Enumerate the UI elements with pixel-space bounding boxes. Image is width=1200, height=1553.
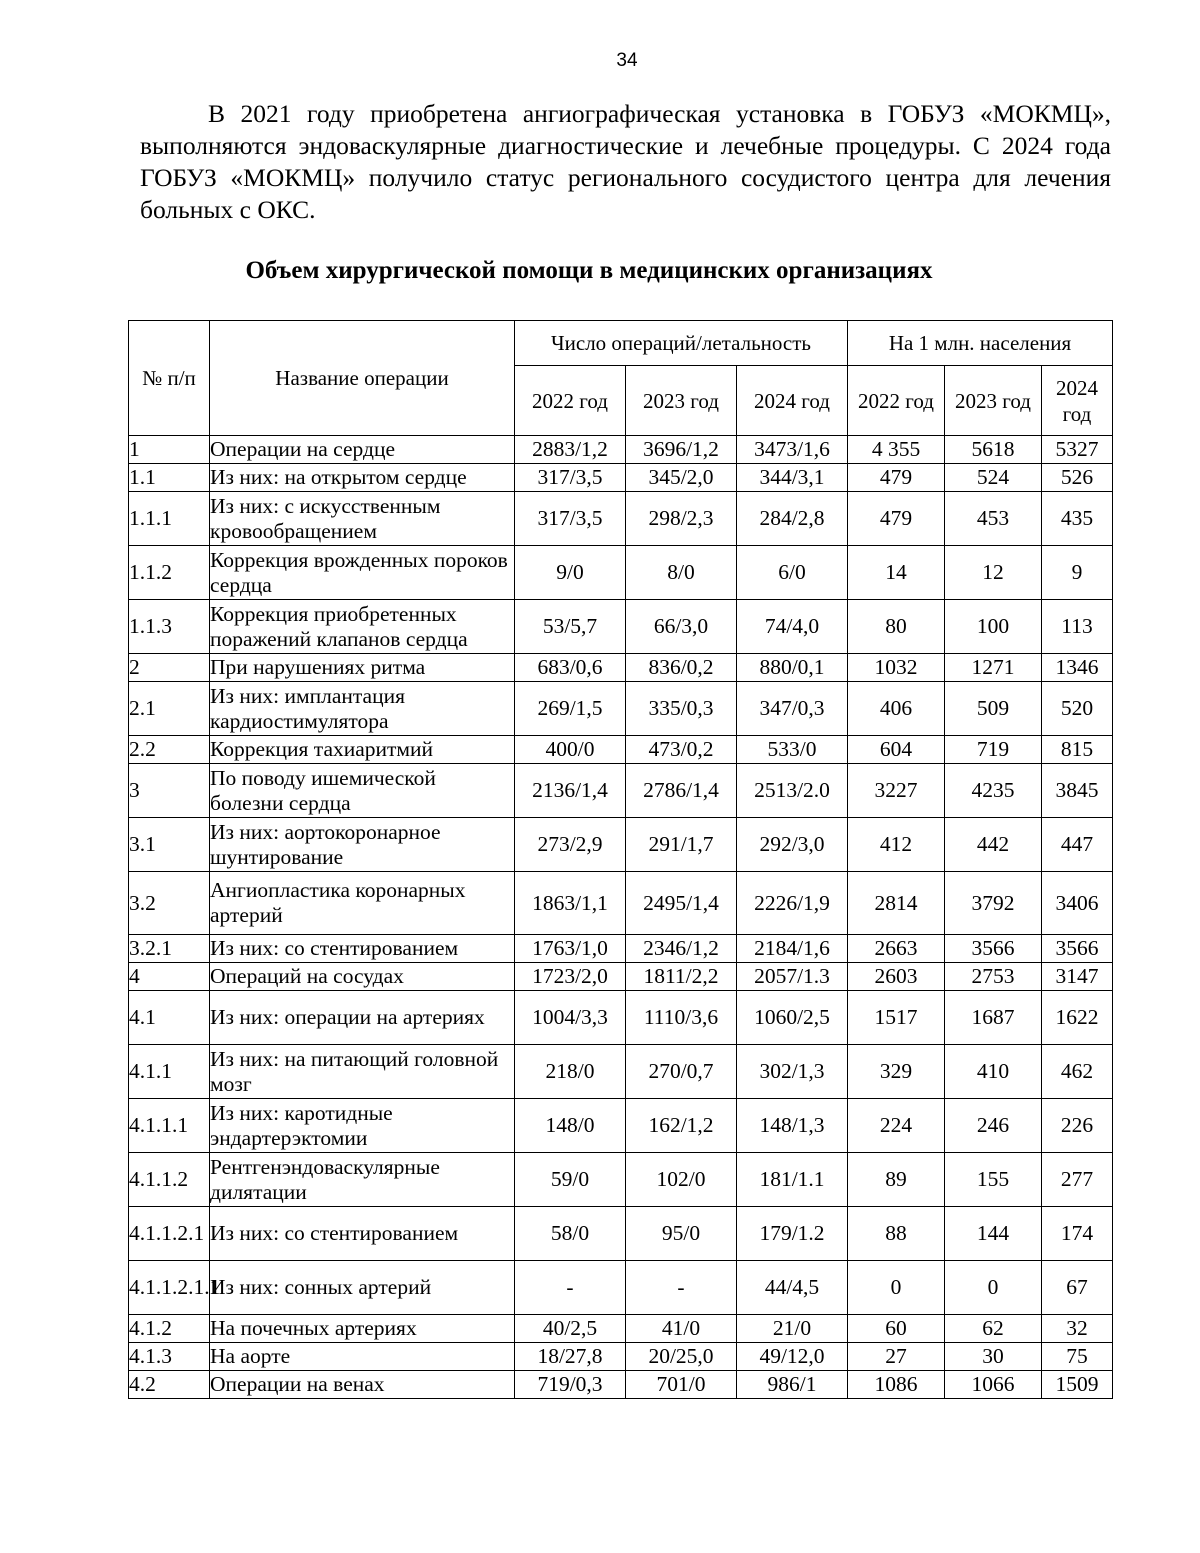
row-num: 4.1.1.1 [129,1099,210,1153]
cell-ops-2023: 345/2,0 [626,464,737,492]
row-num: 2.2 [129,736,210,764]
cell-pop-2024: 526 [1042,464,1113,492]
cell-pop-2022: 80 [848,600,945,654]
cell-ops-2022: 1763/1,0 [515,935,626,963]
cell-pop-2024: 5327 [1042,436,1113,464]
row-num: 2 [129,654,210,682]
cell-pop-2024: 277 [1042,1153,1113,1207]
cell-pop-2024: 3147 [1042,963,1113,991]
cell-ops-2024: 3473/1,6 [737,436,848,464]
cell-pop-2023: 246 [945,1099,1042,1153]
cell-pop-2024: 32 [1042,1315,1113,1343]
table-row [129,1045,1113,1099]
row-name: Из них: со стентированием [210,935,515,963]
cell-ops-2022: 59/0 [515,1153,626,1207]
cell-pop-2023: 5618 [945,436,1042,464]
cell-ops-2022: 273/2,9 [515,818,626,872]
cell-pop-2024: 1346 [1042,654,1113,682]
row-name: По поводу ишемической болезни сердца [210,764,515,818]
cell-ops-2022: 40/2,5 [515,1315,626,1343]
header-pop-2024: 2024 год [1042,366,1113,436]
cell-pop-2023: 12 [945,546,1042,600]
cell-ops-2023: 41/0 [626,1315,737,1343]
cell-ops-2023: 1110/3,6 [626,991,737,1045]
cell-ops-2022: 719/0,3 [515,1371,626,1399]
row-num: 4.1 [129,991,210,1045]
cell-pop-2023: 144 [945,1207,1042,1261]
cell-pop-2022: 1086 [848,1371,945,1399]
cell-ops-2023: 95/0 [626,1207,737,1261]
row-name: Из них: операции на артериях [210,991,515,1045]
cell-ops-2022: 1863/1,1 [515,872,626,935]
row-name: Из них: с искусственным кровообращением [210,492,515,546]
cell-pop-2023: 1687 [945,991,1042,1045]
row-num: 2.1 [129,682,210,736]
cell-ops-2024: 880/0,1 [737,654,848,682]
row-num: 1.1.3 [129,600,210,654]
cell-ops-2023: 2495/1,4 [626,872,737,935]
cell-pop-2024: 447 [1042,818,1113,872]
cell-ops-2024: 986/1 [737,1371,848,1399]
cell-ops-2024: 344/3,1 [737,464,848,492]
table-title: Объем хирургической помощи в медицинских организациях [245,257,933,284]
cell-pop-2022: 1032 [848,654,945,682]
cell-ops-2023: - [626,1261,737,1315]
cell-ops-2022: 218/0 [515,1045,626,1099]
cell-pop-2022: 329 [848,1045,945,1099]
cell-ops-2024: 292/3,0 [737,818,848,872]
cell-ops-2022: 9/0 [515,546,626,600]
cell-pop-2022: 2663 [848,935,945,963]
cell-ops-2022: 317/3,5 [515,492,626,546]
cell-pop-2023: 3792 [945,872,1042,935]
cell-ops-2023: 335/0,3 [626,682,737,736]
cell-ops-2022: 18/27,8 [515,1343,626,1371]
row-num: 4.1.1.2.1 [129,1207,210,1261]
cell-ops-2023: 66/3,0 [626,600,737,654]
cell-pop-2023: 100 [945,600,1042,654]
cell-ops-2024: 21/0 [737,1315,848,1343]
header-ops-2022: 2022 год [515,366,626,436]
cell-pop-2023: 3566 [945,935,1042,963]
cell-pop-2023: 442 [945,818,1042,872]
cell-ops-2022: 2883/1,2 [515,436,626,464]
table-row [129,764,1113,818]
cell-pop-2023: 410 [945,1045,1042,1099]
cell-ops-2024: 148/1,3 [737,1099,848,1153]
row-num: 1.1 [129,464,210,492]
cell-pop-2022: 27 [848,1343,945,1371]
row-num: 1 [129,436,210,464]
cell-ops-2024: 2226/1,9 [737,872,848,935]
cell-pop-2023: 1066 [945,1371,1042,1399]
cell-pop-2023: 0 [945,1261,1042,1315]
table-row [129,818,1113,872]
operations-table [128,320,1113,1399]
cell-ops-2023: 836/0,2 [626,654,737,682]
cell-pop-2024: 3406 [1042,872,1113,935]
row-num: 3 [129,764,210,818]
cell-ops-2022: 1723/2,0 [515,963,626,991]
cell-pop-2024: 435 [1042,492,1113,546]
row-name: Коррекция приобретенных поражений клапанов сердца [210,600,515,654]
table-row [129,1371,1113,1399]
table-row [129,736,1113,764]
cell-ops-2023: 291/1,7 [626,818,737,872]
cell-pop-2022: 224 [848,1099,945,1153]
row-num: 4.1.2 [129,1315,210,1343]
header-pop-2023: 2023 год [945,366,1042,436]
cell-pop-2024: 226 [1042,1099,1113,1153]
row-num: 1.1.2 [129,546,210,600]
cell-pop-2022: 406 [848,682,945,736]
intro-paragraph: В 2021 году приобретена ангиографическая установка в ГОБУЗ «МОКМЦ», выполняются эндоваскулярные диагностические и лечебные процедуры. С 2024 года ГОБУЗ «МОКМЦ» получило статус регионального сосудистого центра для лечения больных с ОКС. [140,99,1111,224]
row-name: Из них: сонных артерий [210,1261,515,1315]
header-ops-2023: 2023 год [626,366,737,436]
table-row [129,682,1113,736]
cell-ops-2024: 44/4,5 [737,1261,848,1315]
header-pop-2022: 2022 год [848,366,945,436]
cell-ops-2024: 74/4,0 [737,600,848,654]
cell-pop-2023: 155 [945,1153,1042,1207]
cell-ops-2024: 2184/1,6 [737,935,848,963]
table-row [129,1343,1113,1371]
cell-pop-2022: 4 355 [848,436,945,464]
header-name: Название операции [210,321,515,436]
cell-ops-2022: 2136/1,4 [515,764,626,818]
cell-ops-2023: 2786/1,4 [626,764,737,818]
table-row [129,546,1113,600]
row-num: 3.1 [129,818,210,872]
table-header [129,321,1113,436]
row-name: Из них: имплантация кардиостимулятора [210,682,515,736]
cell-pop-2022: 14 [848,546,945,600]
row-name: Из них: каротидные эндартерэктомии [210,1099,515,1153]
cell-ops-2022: 53/5,7 [515,600,626,654]
cell-pop-2023: 453 [945,492,1042,546]
row-name: При нарушениях ритма [210,654,515,682]
cell-pop-2022: 0 [848,1261,945,1315]
cell-ops-2024: 179/1.2 [737,1207,848,1261]
cell-pop-2024: 174 [1042,1207,1113,1261]
table-row [129,492,1113,546]
cell-ops-2022: 317/3,5 [515,464,626,492]
table-row [129,935,1113,963]
cell-ops-2023: 701/0 [626,1371,737,1399]
row-name: Ангиопластика коронарных артерий [210,872,515,935]
cell-pop-2023: 62 [945,1315,1042,1343]
cell-pop-2022: 2603 [848,963,945,991]
row-name: Из них: на открытом сердце [210,464,515,492]
table-row [129,963,1113,991]
table-row [129,991,1113,1045]
cell-pop-2022: 2814 [848,872,945,935]
cell-pop-2024: 1622 [1042,991,1113,1045]
table-row [129,464,1113,492]
cell-pop-2024: 113 [1042,600,1113,654]
cell-pop-2022: 604 [848,736,945,764]
header-group-pop: На 1 млн. населения [848,321,1113,366]
cell-pop-2023: 4235 [945,764,1042,818]
page-number: 34 [616,50,638,71]
cell-pop-2024: 520 [1042,682,1113,736]
table-row [129,1315,1113,1343]
cell-ops-2023: 102/0 [626,1153,737,1207]
table-row [129,654,1113,682]
cell-pop-2022: 3227 [848,764,945,818]
cell-pop-2024: 462 [1042,1045,1113,1099]
cell-pop-2022: 479 [848,492,945,546]
table-row [129,436,1113,464]
row-num: 4.1.1 [129,1045,210,1099]
cell-ops-2022: 683/0,6 [515,654,626,682]
row-num: 3.2 [129,872,210,935]
row-name: Коррекция врожденных пороков сердца [210,546,515,600]
cell-ops-2023: 2346/1,2 [626,935,737,963]
cell-pop-2023: 1271 [945,654,1042,682]
cell-pop-2022: 60 [848,1315,945,1343]
row-name: Операции на венах [210,1371,515,1399]
row-name: Из них: аортокоронарное шунтирование [210,818,515,872]
row-name: Рентгенэндоваскулярные дилятации [210,1153,515,1207]
cell-ops-2022: 1004/3,3 [515,991,626,1045]
cell-ops-2023: 270/0,7 [626,1045,737,1099]
cell-ops-2022: 148/0 [515,1099,626,1153]
cell-pop-2022: 1517 [848,991,945,1045]
cell-ops-2023: 1811/2,2 [626,963,737,991]
table-row [129,1153,1113,1207]
cell-pop-2023: 509 [945,682,1042,736]
cell-ops-2023: 8/0 [626,546,737,600]
row-num: 4 [129,963,210,991]
table-row [129,1099,1113,1153]
row-name: Коррекция тахиаритмий [210,736,515,764]
table-row [129,1207,1113,1261]
row-num: 4.1.1.2.1.1 [129,1261,210,1315]
cell-ops-2023: 20/25,0 [626,1343,737,1371]
cell-pop-2022: 89 [848,1153,945,1207]
cell-ops-2024: 6/0 [737,546,848,600]
row-name: Операций на сосудах [210,963,515,991]
header-group-ops: Число операций/летальность [515,321,848,366]
cell-pop-2022: 88 [848,1207,945,1261]
header-ops-2024: 2024 год [737,366,848,436]
cell-pop-2024: 3845 [1042,764,1113,818]
cell-ops-2022: 58/0 [515,1207,626,1261]
cell-ops-2024: 2513/2.0 [737,764,848,818]
cell-ops-2024: 49/12,0 [737,1343,848,1371]
cell-ops-2022: 269/1,5 [515,682,626,736]
row-name: На аорте [210,1343,515,1371]
cell-pop-2024: 9 [1042,546,1113,600]
cell-pop-2024: 75 [1042,1343,1113,1371]
table-row [129,1261,1113,1315]
cell-ops-2022: - [515,1261,626,1315]
row-name: Из них: на питающий головной мозг [210,1045,515,1099]
row-name: Операции на сердце [210,436,515,464]
cell-pop-2024: 67 [1042,1261,1113,1315]
row-num: 4.2 [129,1371,210,1399]
row-num: 4.1.1.2 [129,1153,210,1207]
row-num: 4.1.3 [129,1343,210,1371]
table-body [129,436,1113,1399]
cell-pop-2023: 2753 [945,963,1042,991]
row-name: На почечных артериях [210,1315,515,1343]
cell-ops-2024: 181/1.1 [737,1153,848,1207]
cell-ops-2024: 1060/2,5 [737,991,848,1045]
cell-ops-2024: 533/0 [737,736,848,764]
cell-ops-2023: 3696/1,2 [626,436,737,464]
row-num: 3.2.1 [129,935,210,963]
cell-ops-2022: 400/0 [515,736,626,764]
row-name: Из них: со стентированием [210,1207,515,1261]
cell-pop-2023: 524 [945,464,1042,492]
row-num: 1.1.1 [129,492,210,546]
cell-ops-2024: 284/2,8 [737,492,848,546]
table-row [129,600,1113,654]
cell-pop-2022: 479 [848,464,945,492]
cell-ops-2023: 473/0,2 [626,736,737,764]
cell-ops-2024: 347/0,3 [737,682,848,736]
cell-ops-2023: 162/1,2 [626,1099,737,1153]
header-num: № п/п [129,321,210,436]
cell-pop-2023: 30 [945,1343,1042,1371]
cell-pop-2024: 1509 [1042,1371,1113,1399]
cell-pop-2022: 412 [848,818,945,872]
cell-ops-2024: 302/1,3 [737,1045,848,1099]
table-row [129,872,1113,935]
cell-ops-2023: 298/2,3 [626,492,737,546]
cell-pop-2024: 3566 [1042,935,1113,963]
cell-pop-2024: 815 [1042,736,1113,764]
cell-ops-2024: 2057/1.3 [737,963,848,991]
cell-pop-2023: 719 [945,736,1042,764]
